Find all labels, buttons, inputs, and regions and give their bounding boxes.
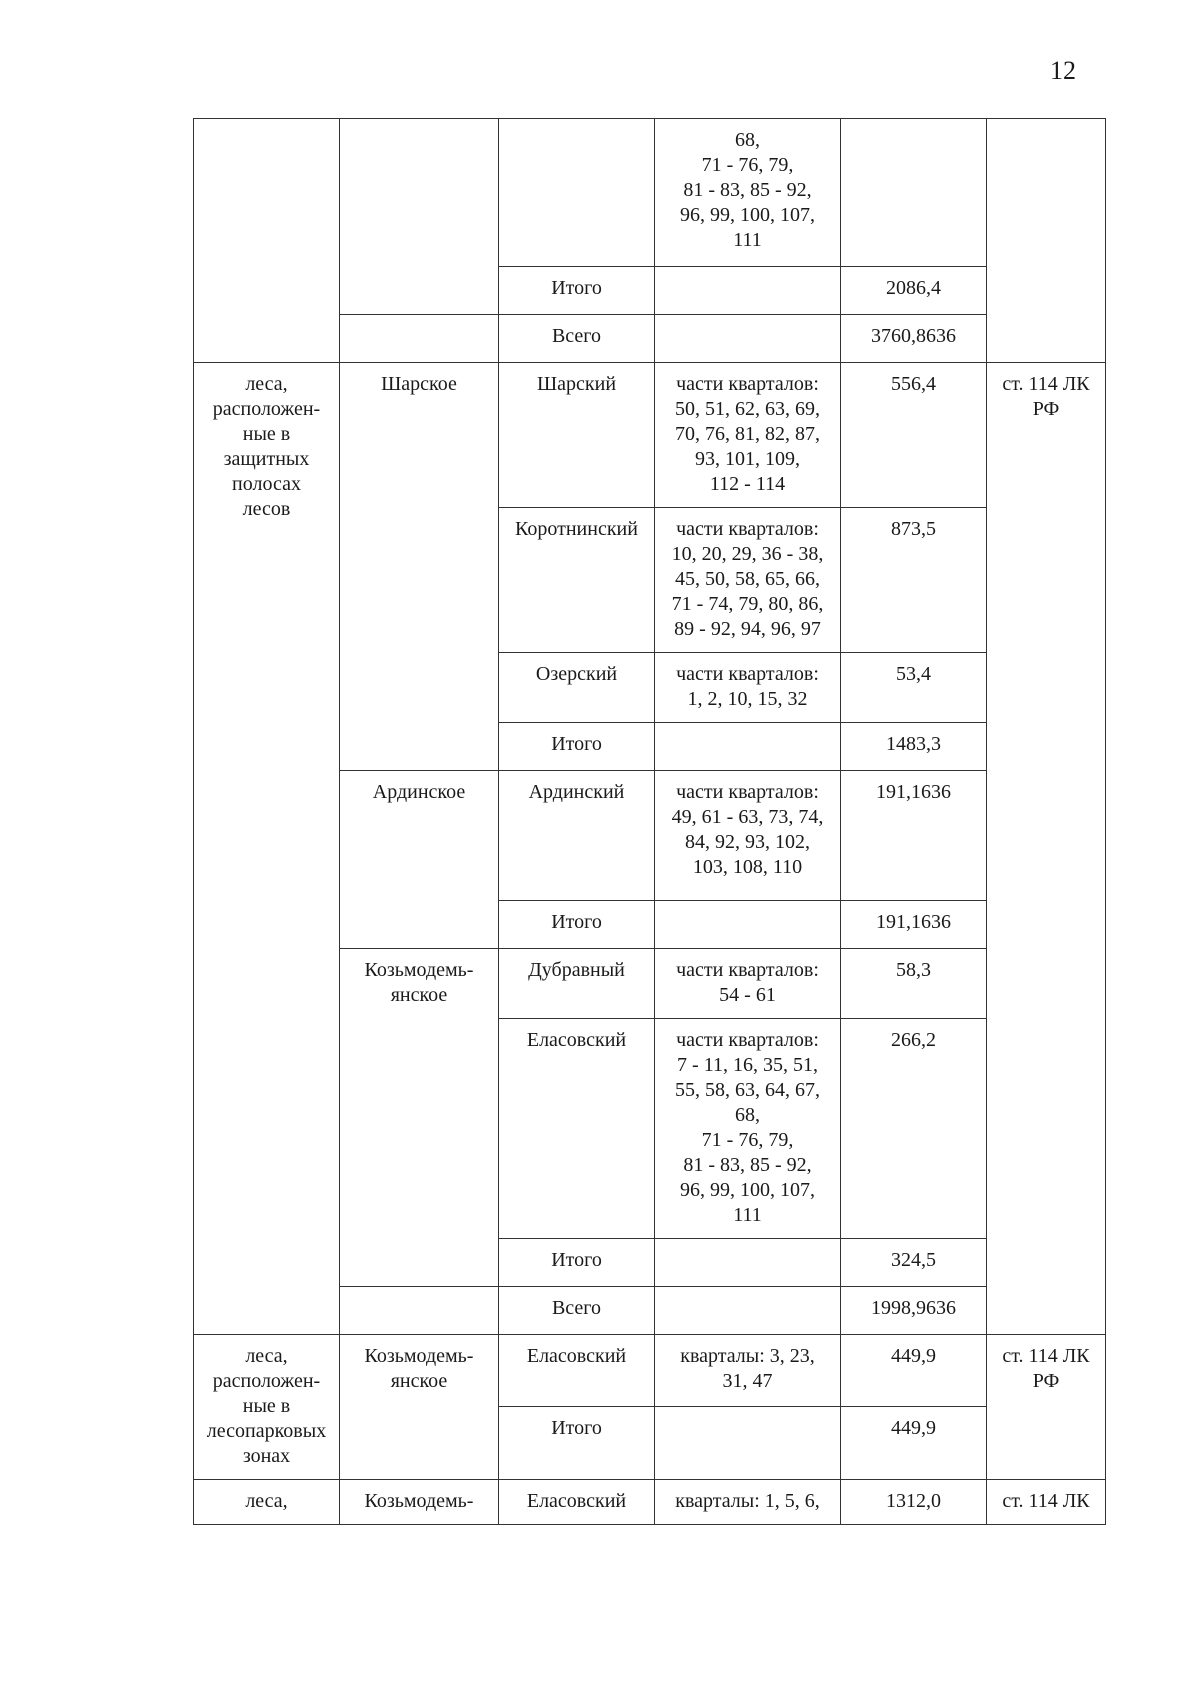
page-number: 12 bbox=[1050, 56, 1076, 85]
district-forestry-cell: Всего bbox=[499, 1287, 655, 1335]
table-row bbox=[194, 363, 1106, 508]
legal-basis-cell: ст. 114 ЛК bbox=[987, 1480, 1106, 1525]
forest-category-cell: леса, bbox=[194, 1480, 340, 1525]
district-forestry-cell: Коротнинский bbox=[499, 508, 655, 653]
area-cell: 191,1636 bbox=[841, 771, 987, 901]
area-cell: 873,5 bbox=[841, 508, 987, 653]
area-cell: 1998,9636 bbox=[841, 1287, 987, 1335]
district-forestry-cell: Озерский bbox=[499, 653, 655, 723]
district-forestry-cell: Ардинский bbox=[499, 771, 655, 901]
area-cell bbox=[841, 119, 987, 267]
quarters-cell: части кварталов: 10, 20, 29, 36 - 38, 45, 50, 58, 65, 66, 71 - 74, 79, 80, 86, 89 - 92, 94, 96, 97 bbox=[655, 508, 841, 653]
quarters-cell bbox=[655, 315, 841, 363]
legal-basis-cell bbox=[987, 119, 1106, 363]
district-forestry-cell bbox=[499, 119, 655, 267]
forest-category-cell: леса, расположен- ные в лесопарковых зонах bbox=[194, 1335, 340, 1480]
forestry-cell bbox=[340, 315, 499, 363]
area-cell: 266,2 bbox=[841, 1019, 987, 1239]
quarters-cell: кварталы: 1, 5, 6, bbox=[655, 1480, 841, 1525]
quarters-cell bbox=[655, 1407, 841, 1480]
district-forestry-cell: Еласовский bbox=[499, 1480, 655, 1525]
area-cell: 191,1636 bbox=[841, 901, 987, 949]
forestry-cell bbox=[340, 1287, 499, 1335]
quarters-cell: части кварталов: 49, 61 - 63, 73, 74, 84, 92, 93, 102, 103, 108, 110 bbox=[655, 771, 841, 901]
area-cell: 449,9 bbox=[841, 1407, 987, 1480]
area-cell: 1312,0 bbox=[841, 1480, 987, 1525]
legal-basis-cell: ст. 114 ЛК РФ bbox=[987, 363, 1106, 1335]
area-cell: 1483,3 bbox=[841, 723, 987, 771]
district-forestry-cell: Всего bbox=[499, 315, 655, 363]
forestry-cell: Шарское bbox=[340, 363, 499, 771]
district-forestry-cell: Дубравный bbox=[499, 949, 655, 1019]
table-row bbox=[194, 1480, 1106, 1525]
quarters-cell bbox=[655, 1287, 841, 1335]
district-forestry-cell: Еласовский bbox=[499, 1335, 655, 1407]
quarters-cell: части кварталов: 54 - 61 bbox=[655, 949, 841, 1019]
forest-table bbox=[193, 118, 1106, 1525]
quarters-cell bbox=[655, 723, 841, 771]
area-cell: 449,9 bbox=[841, 1335, 987, 1407]
area-cell: 2086,4 bbox=[841, 267, 987, 315]
area-cell: 58,3 bbox=[841, 949, 987, 1019]
forestry-cell: Козьмодемь- янское bbox=[340, 949, 499, 1287]
quarters-cell: части кварталов: 7 - 11, 16, 35, 51, 55, 58, 63, 64, 67, 68, 71 - 76, 79, 81 - 83, 85 - 92, 96, 99, 100, 107, 111 bbox=[655, 1019, 841, 1239]
quarters-cell bbox=[655, 267, 841, 315]
district-forestry-cell: Шарский bbox=[499, 363, 655, 508]
area-cell: 3760,8636 bbox=[841, 315, 987, 363]
table-row bbox=[194, 1335, 1106, 1407]
quarters-cell: кварталы: 3, 23, 31, 47 bbox=[655, 1335, 841, 1407]
forestry-cell: Ардинское bbox=[340, 771, 499, 949]
quarters-cell: части кварталов: 1, 2, 10, 15, 32 bbox=[655, 653, 841, 723]
area-cell: 324,5 bbox=[841, 1239, 987, 1287]
district-forestry-cell: Итого bbox=[499, 901, 655, 949]
district-forestry-cell: Итого bbox=[499, 1407, 655, 1480]
district-forestry-cell: Итого bbox=[499, 1239, 655, 1287]
district-forestry-cell: Еласовский bbox=[499, 1019, 655, 1239]
legal-basis-cell: ст. 114 ЛК РФ bbox=[987, 1335, 1106, 1480]
area-cell: 53,4 bbox=[841, 653, 987, 723]
forestry-cell: Козьмодемь- bbox=[340, 1480, 499, 1525]
forest-category-cell: леса, расположен- ные в защитных полосах лесов bbox=[194, 363, 340, 1335]
quarters-cell: 68, 71 - 76, 79, 81 - 83, 85 - 92, 96, 99, 100, 107, 111 bbox=[655, 119, 841, 267]
area-cell: 556,4 bbox=[841, 363, 987, 508]
district-forestry-cell: Итого bbox=[499, 723, 655, 771]
quarters-cell bbox=[655, 901, 841, 949]
forestry-cell bbox=[340, 119, 499, 315]
quarters-cell bbox=[655, 1239, 841, 1287]
forestry-cell: Козьмодемь- янское bbox=[340, 1335, 499, 1480]
table-row bbox=[194, 119, 1106, 267]
district-forestry-cell: Итого bbox=[499, 267, 655, 315]
forest-category-cell bbox=[194, 119, 340, 363]
quarters-cell: части кварталов: 50, 51, 62, 63, 69, 70, 76, 81, 82, 87, 93, 101, 109, 112 - 114 bbox=[655, 363, 841, 508]
